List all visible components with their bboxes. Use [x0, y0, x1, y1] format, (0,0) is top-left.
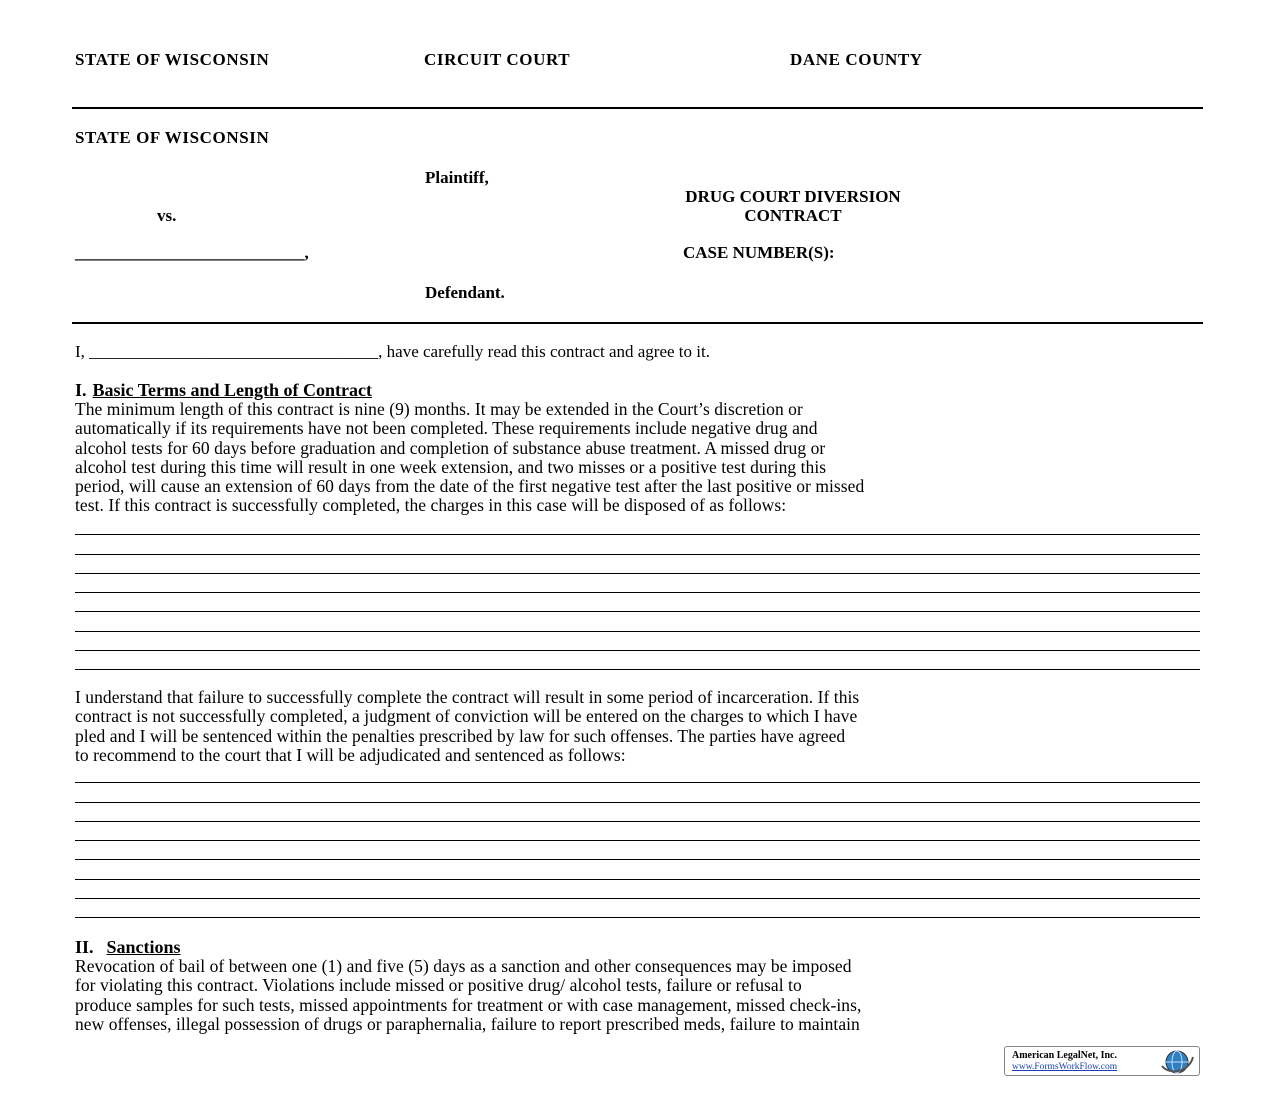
- section2-paragraph: Revocation of bail of between one (1) and five (5) days as a sanction and other consequences may be imposed for violating this contract. Violations include missed or positive drug/ alcohol tests, failure or refusal to produce samples for such tests, missed appointments for treatment or with case management, missed check-ins, new offenses, illegal possession of drugs or paraphernalia, failure to report prescribed meds, failure to maintain: [75, 956, 862, 1034]
- american-legalnet-logo[interactable]: [1004, 1046, 1200, 1076]
- disposition-blank-lines: [75, 516, 1200, 670]
- blank-line: [75, 612, 1200, 631]
- blank-line: [75, 860, 1200, 879]
- blank-line: [75, 803, 1200, 822]
- blank-line: [75, 651, 1200, 670]
- blank-line: [75, 535, 1200, 554]
- section2-heading: [75, 937, 181, 958]
- court-header: CIRCUIT COURT: [424, 50, 571, 69]
- versus-label: vs.: [157, 206, 177, 225]
- document-title-line1: DRUG COURT DIVERSION: [685, 187, 901, 206]
- section1-paragraph: The minimum length of this contract is nine (9) months. It may be extended in the Court’s discretion or automatically if its requirements have not been completed. These requirements include negative drug and alcohol tests for 60 days before graduation and completion of substance abuse treatment. A missed drug or alcohol test during this time will result in one week extension, and two misses or a positive test during this period, will cause an extension of 60 days from the date of the first negative test after the last positive or missed test. If this contract is successfully completed, the charges in this case will be disposed of as follows:: [75, 399, 865, 516]
- blank-line: [75, 574, 1200, 593]
- logo-url-link[interactable]: www.FormsWorkFlow.com: [1012, 1062, 1118, 1072]
- blank-line: [75, 783, 1200, 802]
- plaintiff-label: Plaintiff,: [425, 168, 489, 187]
- blank-line: [75, 899, 1200, 918]
- blank-line: [75, 593, 1200, 612]
- section2-title: Sanctions: [106, 937, 181, 957]
- document-title-line2: CONTRACT: [744, 206, 842, 225]
- blank-line: [75, 880, 1200, 899]
- blank-line: [75, 516, 1200, 535]
- agreement-line: I, __________________________________, have carefully read this contract and agree to it.: [75, 342, 710, 361]
- blank-line: [75, 764, 1200, 783]
- section1-title: Basic Terms and Length of Contract: [92, 380, 373, 400]
- plaintiff-name: STATE OF WISCONSIN: [75, 128, 270, 147]
- section1-number: I.: [75, 380, 87, 400]
- sentence-blank-lines: [75, 764, 1200, 918]
- section2-number: II.: [75, 937, 94, 957]
- blank-line: [75, 841, 1200, 860]
- caption-divider: [72, 322, 1203, 324]
- blank-line: [75, 555, 1200, 574]
- section1-paragraph2: I understand that failure to successfully complete the contract will result in some period of incarceration. If this contract is not successfully completed, a judgment of conviction will be entered on the charges to which I have pled and I will be sentenced within the penalties prescribed by law for such offenses. The parties have agreed to recommend to the court that I will be adjudicated and sentenced as follows:: [75, 687, 860, 765]
- defendant-name-blank: ___________________________,: [75, 243, 309, 262]
- case-number-label: CASE NUMBER(S):: [683, 243, 835, 262]
- state-header: STATE OF WISCONSIN: [75, 50, 270, 69]
- document-title: [600, 187, 986, 225]
- globe-icon: [1159, 1049, 1195, 1075]
- section1-heading: [75, 380, 372, 401]
- defendant-label: Defendant.: [425, 283, 505, 302]
- logo-company-name: American LegalNet, Inc.: [1012, 1050, 1117, 1061]
- blank-line: [75, 632, 1200, 651]
- blank-line: [75, 822, 1200, 841]
- header-divider: [72, 107, 1203, 109]
- county-header: DANE COUNTY: [790, 50, 923, 69]
